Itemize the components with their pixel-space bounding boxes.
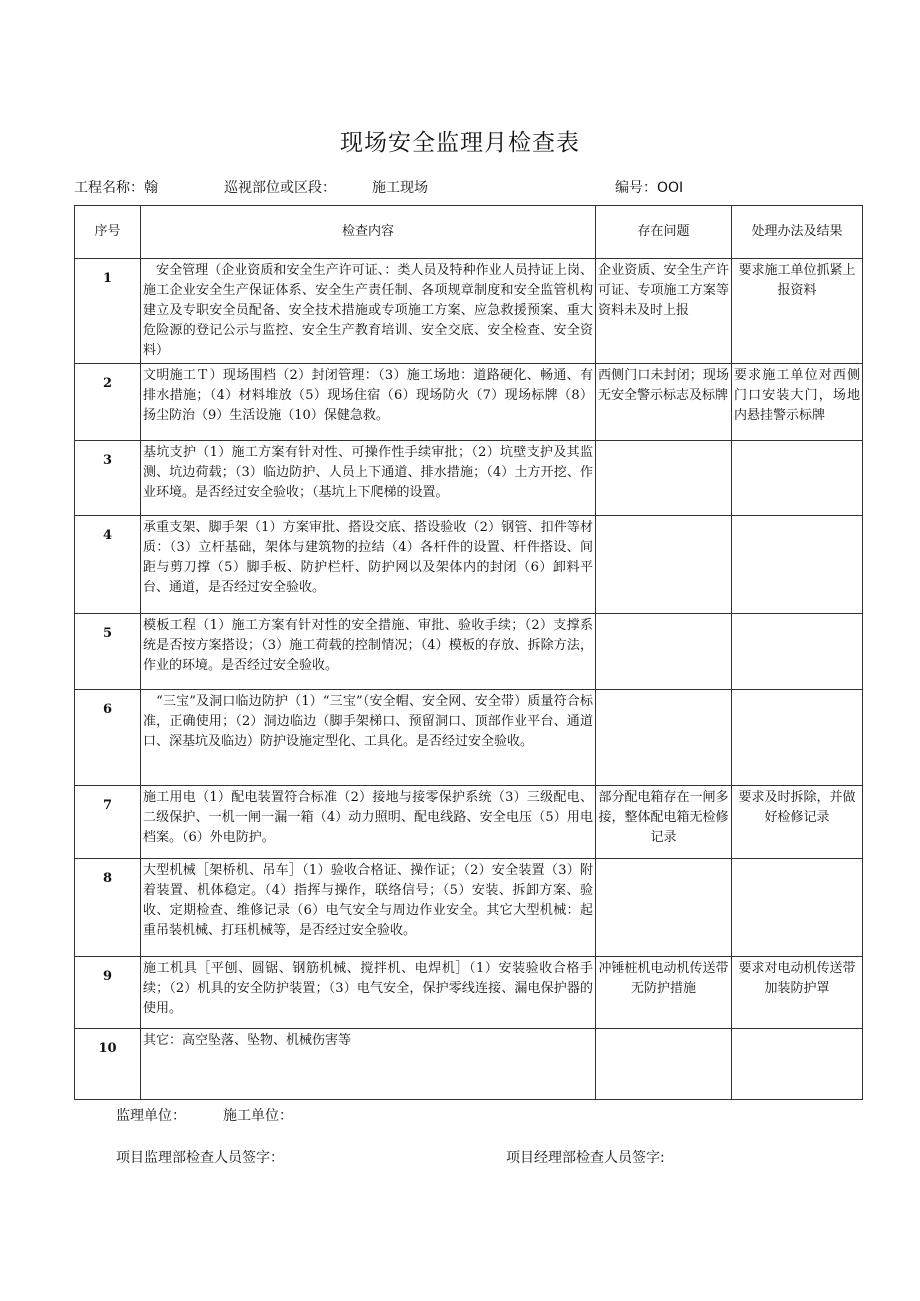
row-issue: 企业资质、安全生产许可证、专项施工方案等资料未及时上报	[596, 259, 732, 364]
header-issue: 存在问题	[596, 206, 732, 259]
area-label: 巡视部位或区段：	[224, 180, 336, 196]
table-header-row	[75, 206, 863, 259]
row-issue	[596, 614, 732, 690]
table-row	[75, 441, 863, 516]
row-no: 6	[75, 690, 141, 786]
row-no: 10	[75, 1029, 141, 1100]
row-content: 承重支架、脚手架（1）方案审批、搭设交底、搭设验收（2）钢管、扣件等材质：（3）立杆基础，架体与建筑物的拉结（4）各杆件的设置、杆件搭设、间距与剪刀撑（5）脚手板、防护栏杆、防护网以及架体内的封闭（6）卸料平台、通道，是否经过安全验收。	[141, 516, 596, 614]
row-result	[732, 441, 863, 516]
row-result	[732, 859, 863, 957]
row-content: 施工用电（1）配电装置符合标准（2）接地与接零保护系统（3）三级配电、二级保护、一机一闸一漏一箱（4）动力照明、配电线路、安全电压（5）用电档案。（6）外电防护。	[141, 786, 596, 859]
row-result	[732, 690, 863, 786]
area-value: 施工现场	[372, 180, 428, 196]
header-content: 检查内容	[141, 206, 596, 259]
supervisor-signature-label: 项目监理部检查人员签字：	[116, 1150, 284, 1166]
form-header-info	[74, 177, 874, 197]
row-no: 5	[75, 614, 141, 690]
table-row	[75, 957, 863, 1029]
row-no: 8	[75, 859, 141, 957]
table-row	[75, 614, 863, 690]
row-no: 4	[75, 516, 141, 614]
row-issue: 部分配电箱存在一闸多接，整体配电箱无检修记录	[596, 786, 732, 859]
construction-unit-label: 施工单位：	[223, 1108, 293, 1124]
table-row	[75, 259, 863, 364]
row-no: 2	[75, 364, 141, 441]
row-no: 3	[75, 441, 141, 516]
table-row	[75, 516, 863, 614]
row-issue	[596, 859, 732, 957]
row-no: 1	[75, 259, 141, 364]
row-content: 其它：高空坠落、坠物、机械伤害等	[141, 1029, 596, 1100]
table-row	[75, 364, 863, 441]
page-title: 现场安全监理月检查表	[340, 130, 580, 156]
row-content: 大型机械［架桥机、吊车］（1）验收合格证、操作证；（2）安全装置（3）附着装置、机体稳定。（4）指挥与操作，联络信号；（5）安装、拆卸方案、验收、定期检查、维修记录（6）电气安全与周边作业安全。其它大型机械：起重吊装机械、打珏机械等，是否经过安全验收。	[141, 859, 596, 957]
row-result: 要求及时拆除，并做好检修记录	[732, 786, 863, 859]
row-issue: 冲锤桩机电动机传送带无防护措施	[596, 957, 732, 1029]
table-row	[75, 1029, 863, 1100]
row-result	[732, 614, 863, 690]
row-issue	[596, 1029, 732, 1100]
row-content: 安全管理（企业资质和安全生产许可证、：类人员及特种作业人员持证上岗、施工企业安全生产保证体系、安全生产责任制、各项规章制度和安全监管机构建立及专职安全员配备、安全技术措施或专项施工方案、应急救援预案、重大危险源的登记公示与监控、安全生产教育培训、安全交底、安全检查、安全资料）	[141, 259, 596, 364]
row-result	[732, 516, 863, 614]
table-row	[75, 690, 863, 786]
manager-signature-label: 项目经理部检查人员签字:	[506, 1150, 665, 1166]
header-no: 序号	[75, 206, 141, 259]
row-no: 9	[75, 957, 141, 1029]
table-row	[75, 786, 863, 859]
row-issue	[596, 516, 732, 614]
row-issue	[596, 441, 732, 516]
row-content: 基坑支护（1）施工方案有针对性、可操作性手续审批；（2）坑壁支护及其监测、坑边荷载；（3）临边防护、人员上下通道、排水措施；（4）土方开挖、作业环境。是否经过安全验收；（基坑上下爬梯的设置。	[141, 441, 596, 516]
row-no: 7	[75, 786, 141, 859]
row-content: 模板工程（1）施工方案有针对性的安全措施、审批、验收手续；（2）支撑系统是否按方案搭设；（3）施工荷载的控制情况；（4）模板的存放、拆除方法，作业的环境。是否经过安全验收。	[141, 614, 596, 690]
row-content: “三宝”及洞口临边防护（1）“三宝”（安全帽、安全网、安全带）质量符合标准，正确使用；（2）洞边临边（脚手架梯口、预留洞口、顶部作业平台、通道口、深基坑及临边）防护设施定型化、工具化。是否经过安全验收。	[141, 690, 596, 786]
row-result: 要求施工单位对西侧门口安装大门，场地内悬挂警示标牌	[732, 364, 863, 441]
row-result: 要求对电动机传送带加装防护罩	[732, 957, 863, 1029]
project-name-label: 工程名称：翰	[74, 180, 158, 196]
form-number: 编号：OOI	[615, 180, 684, 196]
row-issue	[596, 690, 732, 786]
inspection-table	[74, 205, 863, 1100]
row-issue: 西侧门口未封闭；现场无安全警示标志及标牌	[596, 364, 732, 441]
row-result: 要求施工单位抓紧上报资料	[732, 259, 863, 364]
supervisor-unit-label: 监理单位：	[116, 1108, 186, 1124]
header-result: 处理办法及结果	[732, 206, 863, 259]
row-content: 文明施工Ｔ）现场围档（2）封闭管理：（3）施工场地：道路硬化、畅通、有排水措施；（4）材料堆放（5）现场住宿（6）现场防火（7）现场标牌（8）扬尘防治（9）生活设施（10）保健急救。	[141, 364, 596, 441]
table-row	[75, 859, 863, 957]
row-result	[732, 1029, 863, 1100]
row-content: 施工机具［平刨、圆锯、钢筋机械、搅拌机、电焊机］（1）安装验收合格手续；（2）机具的安全防护装置；（3）电气安全，保护零线连接、漏电保护器的使用。	[141, 957, 596, 1029]
